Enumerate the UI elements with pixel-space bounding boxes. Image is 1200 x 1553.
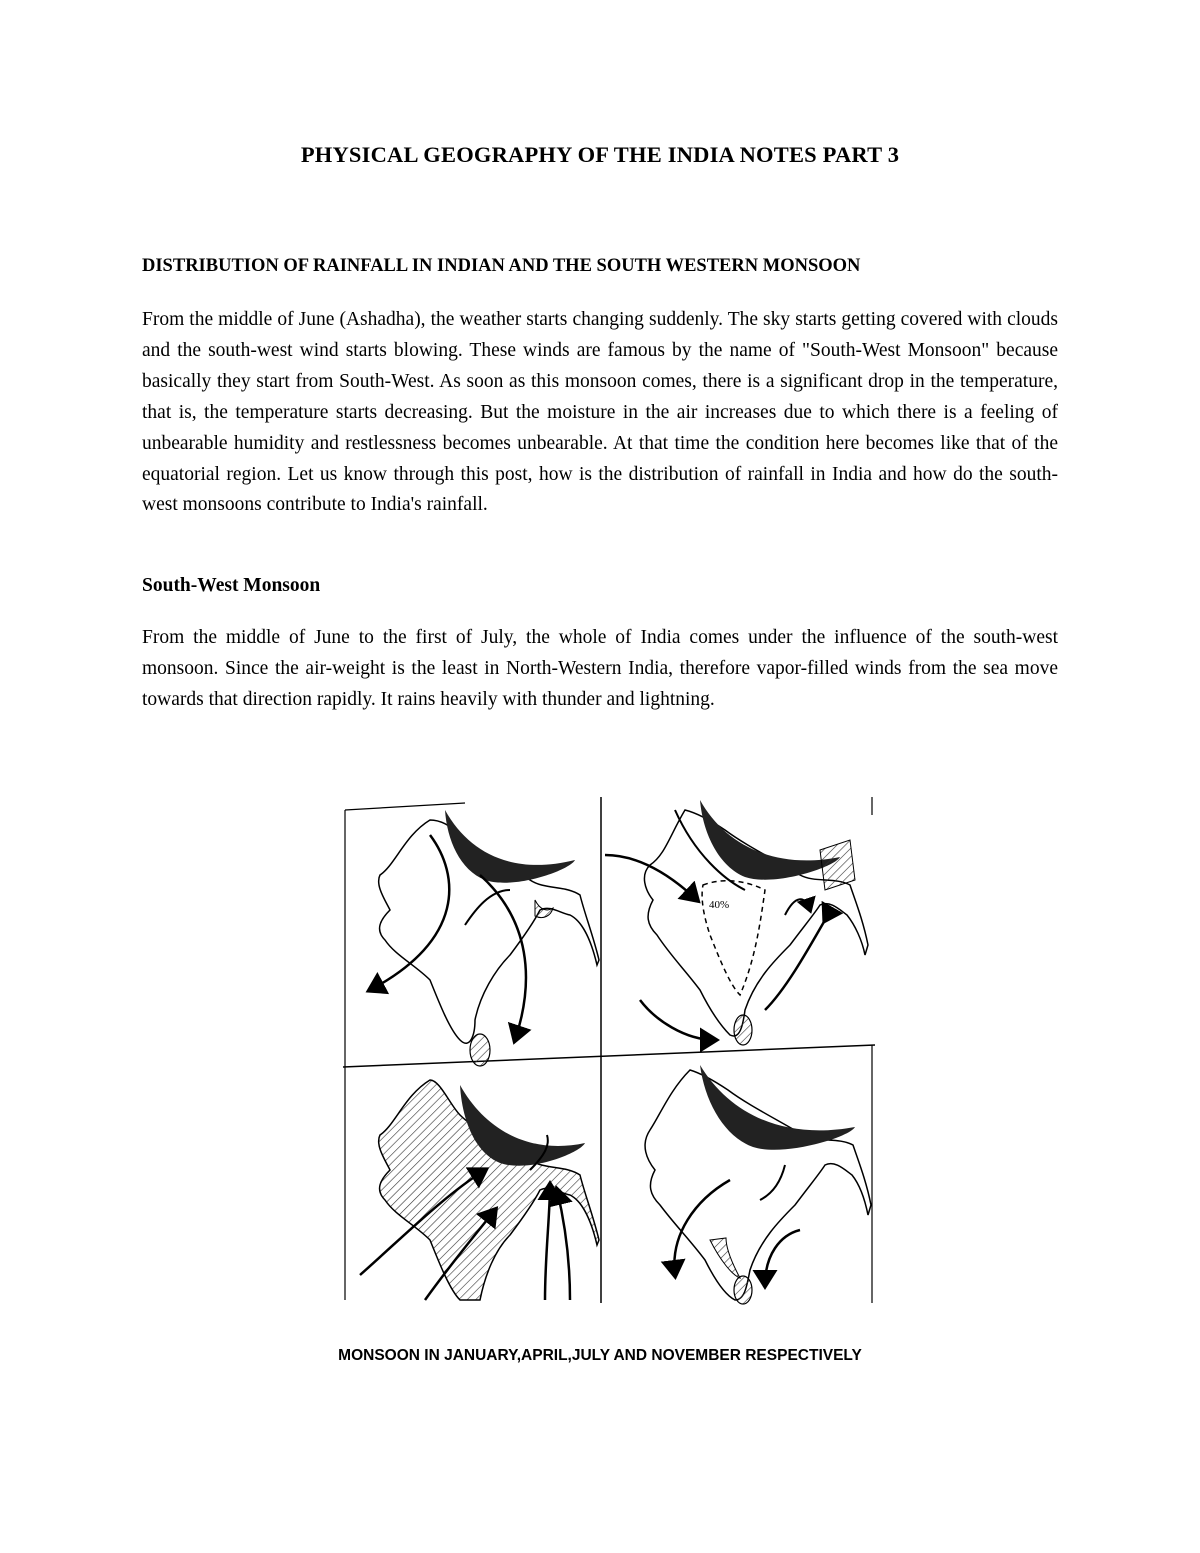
map-panel-november — [645, 1065, 871, 1304]
intro-paragraph: From the middle of June (Ashadha), the weather starts changing suddenly. The sky starts getting covered with clouds and the south-west wind starts blowing. These winds are famous by the name of "South-West Monsoon" because basically they start from South-West. As soon as this monsoon comes, there is a significant drop in the temperature, that is, the temperature starts decreasing. But the moisture in the air increases due to which there is a feeling of unbearable humidity and restlessness becomes unbearable. At that time the condition here becomes like that of the equatorial region. Let us know through this post, how is the distribution of rainfall in India and how do the south-west monsoons contribute to India's rainfall. — [142, 309, 1058, 516]
monsoon-maps-illustration — [335, 795, 880, 1305]
south-west-monsoon-paragraph: From the middle of June to the first of July, the whole of India comes under the influence of the south-west monsoon. Since the air-weight is the least in North-Western India, therefore vapor-filled winds from the sea move towards that direction rapidly. It rains heavily with thunder and lightning. — [142, 627, 1058, 710]
figure-caption: MONSOON IN JANUARY,APRIL,JULY AND NOVEMBER RESPECTIVELY — [338, 1347, 862, 1364]
horizontal-divider — [343, 1045, 875, 1067]
panel-label-april: 40% — [709, 899, 730, 911]
map-panel-april — [605, 800, 868, 1045]
map-panel-january — [370, 810, 599, 1066]
section-heading: DISTRIBUTION OF RAINFALL IN INDIAN AND THE SOUTH WESTERN MONSOON — [142, 256, 861, 276]
monsoon-maps-figure — [335, 795, 880, 1305]
sub-heading-south-west-monsoon: South-West Monsoon — [142, 575, 321, 596]
document-title: PHYSICAL GEOGRAPHY OF THE INDIA NOTES PART 3 — [300, 142, 900, 167]
map-panel-july — [360, 1080, 599, 1300]
